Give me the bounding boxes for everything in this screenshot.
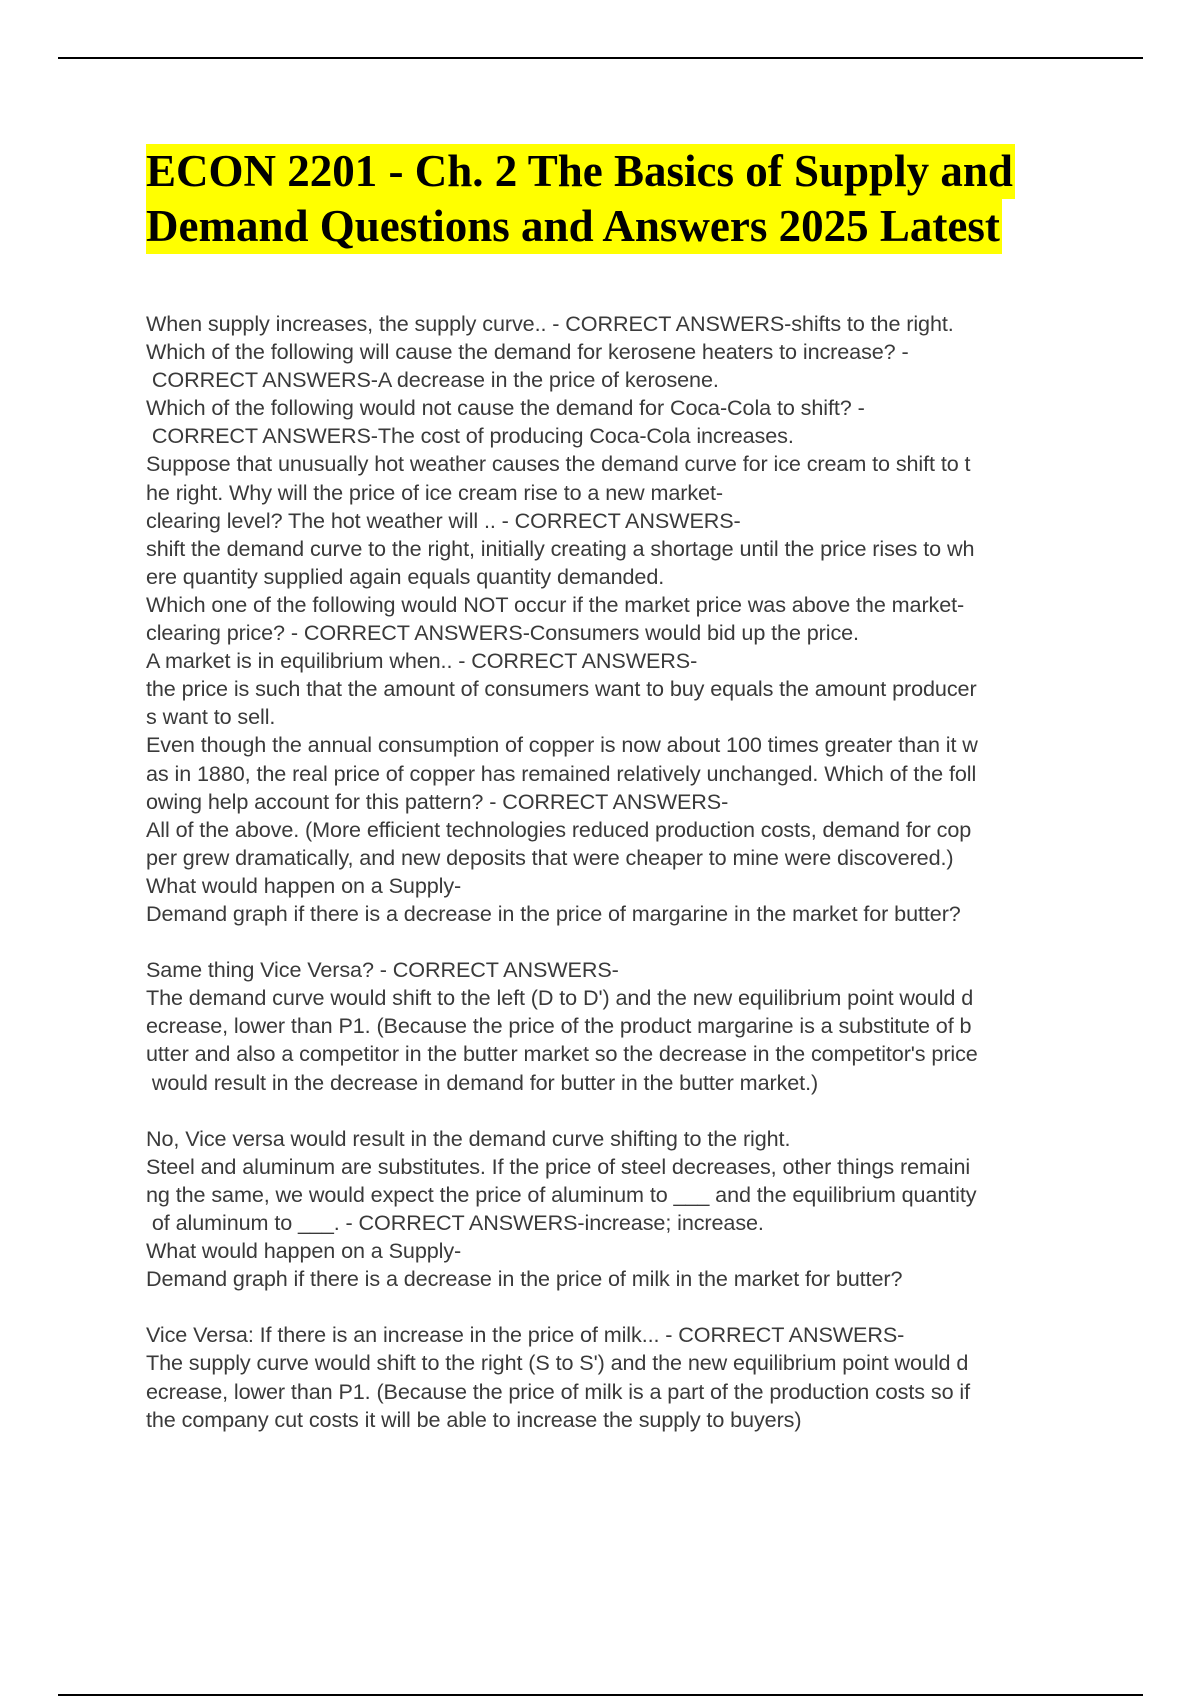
body-line: owing help account for this pattern? - CORRECT ANSWERS- [146,788,729,814]
body-line: A market is in equilibrium when.. - CORRECT ANSWERS- [146,648,698,674]
body-line: All of the above. (More efficient technologies reduced production costs, demand for cop [146,816,972,842]
body-line: Even though the annual consumption of copper is now about 100 times greater than it w [146,732,978,758]
body-line: ecrease, lower than P1. (Because the price of the product margarine is a substitute of b [146,1013,972,1039]
body-line: he right. Why will the price of ice cream rise to a new market- [146,479,723,505]
footer-rule [58,1694,1143,1696]
body-line: utter and also a competitor in the butter market so the decrease in the competitor's price [146,1041,978,1067]
body-line: The supply curve would shift to the right (S to S') and the new equilibrium point would d [146,1350,969,1376]
body-line: clearing price? - CORRECT ANSWERS-Consumers would bid up the price. [146,620,859,646]
title-line-2: Demand Questions and Answers 2025 Latest [146,199,1002,254]
body-line: per grew dramatically, and new deposits that were cheaper to mine were discovered.) [146,844,954,870]
body-line: CORRECT ANSWERS-The cost of producing Coca-Cola increases. [146,423,794,449]
body-line: the price is such that the amount of consumers want to buy equals the amount producer [146,676,977,702]
body-line: When supply increases, the supply curve.. - CORRECT ANSWERS-shifts to the right. [146,311,954,336]
body-line: CORRECT ANSWERS-A decrease in the price of kerosene. [146,367,719,393]
body-line: the company cut costs it will be able to increase the supply to buyers) [146,1406,802,1432]
body-line: Which of the following would not cause the demand for Coca-Cola to shift? - [146,395,865,421]
title-line-1: ECON 2201 - Ch. 2 The Basics of Supply and [146,144,1015,199]
body-line: shift the demand curve to the right, initially creating a shortage until the price rises to wh [146,535,975,561]
body-line [146,928,1096,956]
document-title [146,144,1086,254]
body-line: s want to sell. [146,704,276,730]
body-line: Suppose that unusually hot weather causes the demand curve for ice cream to shift to t [146,451,971,477]
body-line: ecrease, lower than P1. (Because the price of milk is a part of the production costs so if [146,1378,970,1404]
body-line: clearing level? The hot weather will .. - CORRECT ANSWERS- [146,507,741,533]
body-line [146,1097,1096,1125]
body-line: Demand graph if there is a decrease in the price of margarine in the market for butter? [146,900,961,926]
body-line: as in 1880, the real price of copper has remained relatively unchanged. Which of the foll [146,760,977,786]
body-line: Demand graph if there is a decrease in the price of milk in the market for butter? [146,1266,903,1292]
body-line: ere quantity supplied again equals quantity demanded. [146,563,665,589]
body-line: Which one of the following would NOT occur if the market price was above the market- [146,591,965,617]
body-line: What would happen on a Supply- [146,1238,462,1264]
body-line: Same thing Vice Versa? - CORRECT ANSWERS- [146,957,619,983]
body-line: would result in the decrease in demand for butter in the butter market.) [146,1069,819,1095]
body-line [146,1293,1096,1321]
body-line: ng the same, we would expect the price of aluminum to ___ and the equilibrium quantity [146,1181,977,1207]
body-line: Which of the following will cause the demand for kerosene heaters to increase? - [146,339,909,365]
header-rule [58,57,1143,59]
body-line: No, Vice versa would result in the demand curve shifting to the right. [146,1125,791,1151]
document-body [146,310,1096,1434]
body-line: of aluminum to ___. - CORRECT ANSWERS-increase; increase. [146,1210,764,1235]
body-line: The demand curve would shift to the left (D to D') and the new equilibrium point would d [146,985,974,1011]
body-line: Steel and aluminum are substitutes. If the price of steel decreases, other things remaini [146,1153,971,1179]
body-line: What would happen on a Supply- [146,872,462,898]
body-line: Vice Versa: If there is an increase in the price of milk... - CORRECT ANSWERS- [146,1322,905,1348]
